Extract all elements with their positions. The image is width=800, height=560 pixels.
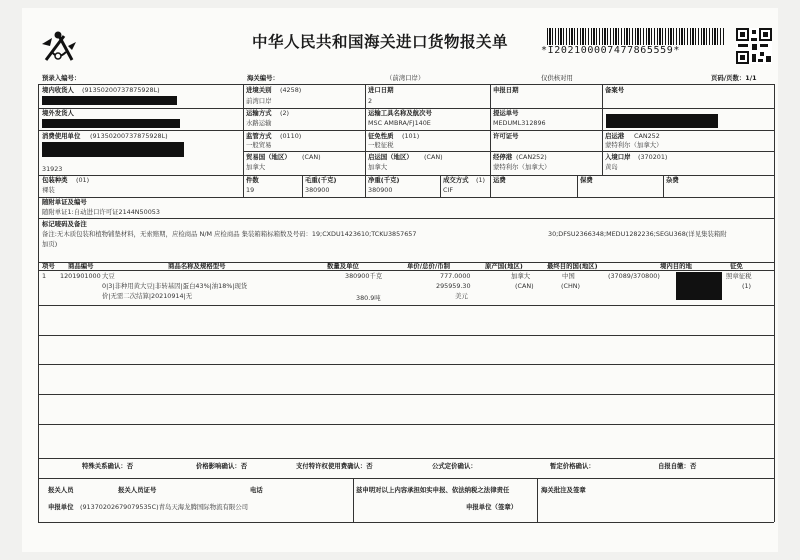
- dep-port-code: CAN252: [634, 132, 660, 140]
- remarks-line1-tail: 30;DFSU2366348;MEDU1282236;SEGU368(详见集装箱附: [548, 230, 727, 238]
- supervision-label: 监管方式: [246, 132, 272, 140]
- terms-value: CIF: [443, 186, 454, 194]
- goods-price2: 295959.30: [436, 282, 471, 290]
- col-final: 最终目的国(地区): [547, 262, 598, 270]
- entry-port-value: 黄岛: [605, 163, 618, 171]
- unit-seal: 申报单位（签章）: [466, 503, 518, 511]
- goods-name1: 大豆: [102, 272, 115, 280]
- consumer-value: 31923: [42, 165, 63, 173]
- pieces-label: 件数: [246, 176, 259, 184]
- goods-qty1: 380900千克: [345, 272, 383, 280]
- bl-value: MEDUML312896: [493, 119, 546, 127]
- form-title: 中华人民共和国海关进口货物报关单: [252, 33, 509, 51]
- col-qty: 数量及单位: [327, 262, 359, 270]
- col-levy: 征免: [730, 262, 743, 270]
- package-value: 裸装: [42, 186, 55, 194]
- terms-label: 成交方式: [443, 176, 469, 184]
- vessel-value: MSC AMBRA/FJ140E: [368, 119, 431, 127]
- misc-label: 杂费: [666, 176, 679, 184]
- remarks-line1: 备注:无木质包装和植物铺垫材料，无索赔期，应检商品 N/M 应检商品 集装箱箱标箱数及号码：19;CXDU1423610;TCKU3857657: [42, 230, 417, 238]
- transit-label: 经停港: [493, 153, 513, 161]
- supervision-value: 一般贸易: [246, 141, 272, 149]
- shipper-label: 境外发货人: [42, 109, 74, 117]
- goods-final1: 中国: [562, 272, 575, 280]
- pre-entry-label: 预录入编号：: [42, 74, 81, 82]
- customs-no-label: 海关编号：: [247, 74, 279, 82]
- special-relation: 特殊关系确认：否: [82, 462, 134, 470]
- dep-port-label: 启运港: [605, 132, 625, 140]
- pieces-value: 19: [246, 186, 255, 194]
- terms-code: (1): [476, 176, 486, 184]
- docs-label: 随附单证及编号: [42, 198, 87, 206]
- col-dest: 境内目的地: [660, 262, 692, 270]
- net-label: 净重(千克): [368, 176, 400, 184]
- declaration-statement: 兹申明对以上内容承担如实申报、依法纳税之法律责任: [356, 486, 510, 494]
- col-name: 商品名称及规格型号: [168, 262, 226, 270]
- phone-label: 电话: [250, 486, 263, 494]
- goods-hs: 1201901000: [60, 272, 101, 280]
- goods-name2: 0|3|非种用黄大豆|非转基因|蛋白43%|油18%|现货: [102, 282, 248, 290]
- transport-value: 水路运输: [246, 119, 272, 127]
- col-price: 单价/总价/币制: [407, 262, 451, 270]
- docs-value: 随附单证1:自动进口许可证2144N50053: [42, 208, 160, 216]
- gross-label: 毛重(千克): [305, 176, 337, 184]
- goods-item: 1: [42, 272, 47, 280]
- transport-label: 运输方式: [246, 109, 272, 117]
- declarant-label: 报关人员: [48, 486, 74, 494]
- customs-remark: 海关批注及签章: [541, 486, 586, 494]
- col-item: 项号: [42, 262, 55, 270]
- verify-only: 仅供核对用: [541, 74, 573, 82]
- goods-name3: 价|无需二次结算|20210914|无: [102, 292, 193, 300]
- unit-value: (91370202679079535C)青岛天海龙腾国际物流有限公司: [80, 503, 249, 511]
- page-number: 页码/页数：1/1: [711, 74, 757, 82]
- levy-code: (101): [402, 132, 420, 140]
- entry-port-code: (370201): [638, 153, 668, 161]
- license-label: 许可证号: [493, 132, 519, 140]
- transport-code: (2): [280, 109, 290, 117]
- transit-code: (CAN252): [516, 153, 547, 161]
- goods-origin2: (CAN): [515, 282, 534, 290]
- insurance-label: 保费: [580, 176, 593, 184]
- unit-label: 申报单位: [48, 503, 74, 511]
- barcode-number: *I202100007477865559*: [541, 45, 681, 56]
- trade-country-code: (CAN): [302, 153, 321, 161]
- import-date-value: 2: [368, 97, 373, 105]
- goods-levy1: 照章征税: [726, 272, 752, 280]
- origin-country-label: 启运国（地区）: [368, 153, 413, 161]
- provisional-price: 暂定价格确认：: [550, 462, 595, 470]
- package-code: (01): [76, 176, 90, 184]
- consignee-label: 境内收货人: [42, 86, 74, 94]
- consumer-label: 消费使用单位: [42, 132, 81, 140]
- net-value: 380900: [368, 186, 393, 194]
- import-date-label: 进口日期: [368, 86, 394, 94]
- barcode-icon: [547, 28, 725, 45]
- declarant-cert-label: 报关人员证号: [118, 486, 157, 494]
- origin-country-code: (CAN): [424, 153, 443, 161]
- record-no-label: 备案号: [605, 86, 625, 94]
- transit-value: 蒙特利尔（加拿大）: [493, 163, 551, 171]
- goods-origin1: 加拿大: [511, 272, 531, 280]
- goods-levy2: (1): [742, 282, 752, 290]
- freight-label: 运费: [493, 176, 506, 184]
- levy-label: 征免性质: [368, 132, 394, 140]
- qr-code-icon: [736, 28, 772, 64]
- goods-price3: 美元: [455, 292, 468, 300]
- entry-port-label: 入境口岸: [605, 153, 631, 161]
- bl-label: 提运单号: [493, 109, 519, 117]
- self-pricing: 公式定价确认：: [432, 462, 477, 470]
- goods-qty2: 380.9吨: [356, 294, 381, 302]
- declare-date-label: 申报日期: [493, 86, 519, 94]
- price-influence: 价格影响确认：否: [196, 462, 248, 470]
- royalty-confirm: 支付特许权使用费确认：否: [296, 462, 373, 470]
- self-pay: 自报自缴：否: [658, 462, 697, 470]
- vessel-label: 运输工具名称及航次号: [368, 109, 432, 117]
- levy-value: 一般征税: [368, 141, 394, 149]
- goods-final2: (CHN): [561, 282, 581, 290]
- supervision-code: (0110): [280, 132, 302, 140]
- port-paren: （前湾口岸）: [386, 74, 425, 82]
- goods-price1: 777.0000: [440, 272, 471, 280]
- trade-country-label: 贸易国（地区）: [246, 153, 291, 161]
- entry-customs-value: 前湾口岸: [246, 97, 272, 105]
- trade-country-value: 加拿大: [246, 163, 266, 171]
- package-label: 包装种类: [42, 176, 68, 184]
- goods-dest: (37089/370800): [608, 272, 660, 280]
- consignee-code: (91350200737875928L): [82, 86, 160, 94]
- entry-customs-code: (4258): [280, 86, 302, 94]
- gross-value: 380900: [305, 186, 330, 194]
- entry-customs-label: 进境关别: [246, 86, 272, 94]
- remarks-line2: 加页): [42, 240, 58, 248]
- origin-country-value: 加拿大: [368, 163, 388, 171]
- customs-emblem-icon: [38, 30, 78, 66]
- col-hs: 商品编号: [68, 262, 94, 270]
- dep-port-value: 蒙特利尔（加拿大）: [605, 141, 663, 149]
- consumer-code: (91350200737875928L): [90, 132, 168, 140]
- col-origin: 原产国(地区): [485, 262, 523, 270]
- remarks-label: 标记唛码及备注: [42, 220, 87, 228]
